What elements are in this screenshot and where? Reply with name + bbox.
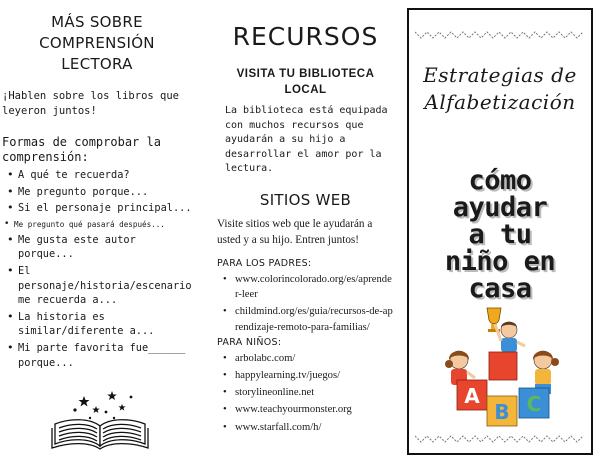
block-b-letter: B	[494, 400, 510, 424]
parents-link[interactable]: • childmind.org/es/guia/recursos-de-aprendizaje-remoto-para-familias/	[217, 304, 394, 334]
parents-label: PARA LOS PADRES:	[217, 257, 312, 269]
cover-subtitle-line: cómo	[468, 165, 532, 196]
panel2-title: RECURSOS	[232, 22, 379, 51]
boy-figure	[495, 322, 525, 352]
panel1-title-line: MÁS SOBRE	[51, 13, 143, 31]
cover-title-line: Estrategias de	[423, 63, 577, 87]
biblioteca-heading	[217, 66, 394, 98]
list-item: • El personaje/historia/escenario me recuerda a...	[2, 264, 192, 308]
stars-icon	[73, 391, 132, 419]
list-item: • A qué te recuerda?	[2, 168, 192, 183]
open-book-icon	[50, 388, 150, 450]
cover-subtitle-line: niño en	[444, 246, 556, 277]
zigzag-border-icon	[415, 432, 585, 446]
panel-recursos	[205, 0, 400, 463]
trophy-icon	[487, 308, 501, 332]
biblioteca-heading-line: VISITA TU BIBLIOTECA	[236, 68, 375, 80]
cover-title-line: Alfabetización	[424, 90, 576, 114]
block-b	[487, 396, 517, 426]
cover-subtitle	[409, 167, 591, 302]
parents-links	[217, 272, 394, 335]
block-a	[457, 380, 487, 410]
kids-abc-blocks-illustration	[437, 300, 567, 430]
block-c	[519, 388, 549, 418]
sitios-text: Visite sitios web que le ayudarán a usted y a su hijo. Entren juntos!	[217, 217, 373, 246]
girl-right-figure	[533, 351, 559, 394]
kids-link[interactable]: • happylearning.tv/juegos/	[217, 368, 394, 383]
kids-label: PARA NIÑOS:	[217, 336, 282, 348]
panel1-title-line: LECTORA	[61, 55, 133, 73]
cover-subtitle-line: casa	[468, 273, 532, 304]
panel-cover	[407, 8, 593, 455]
panel1-title	[2, 12, 192, 75]
list-item: • Mi parte favorita fue______ porque...	[2, 341, 192, 370]
list-item: • Me pregunto qué pasará después...	[2, 218, 192, 231]
kids-links	[217, 351, 394, 435]
kids-link[interactable]: • www.starfall.com/h/	[217, 420, 394, 435]
list-item: • Me gusta este autor porque...	[2, 233, 192, 262]
list-item: • Me pregunto porque...	[2, 185, 192, 200]
kids-link[interactable]: • www.teachyourmonster.org	[217, 402, 394, 417]
biblioteca-text: La biblioteca está equipada con muchos recursos que ayudarán a su hijo a desarrollar el amor por la lectura.	[225, 105, 388, 175]
kids-link[interactable]: • storylineonline.net	[217, 385, 394, 400]
sitios-heading: SITIOS WEB	[259, 190, 352, 209]
cover-subtitle-line: ayudar	[452, 192, 548, 223]
parents-link[interactable]: • www.colorincolorado.org/es/aprender-leer	[217, 272, 394, 302]
block-red	[489, 352, 517, 380]
block-c-letter: C	[526, 392, 542, 416]
cover-subtitle-line: a tu	[468, 219, 532, 250]
panel-comprension	[0, 0, 200, 463]
block-a-letter: A	[464, 384, 480, 408]
biblioteca-heading-line: LOCAL	[284, 84, 327, 96]
panel1-title-line: COMPRENSIÓN	[39, 34, 155, 52]
cover-title	[409, 62, 591, 116]
zigzag-border-icon	[415, 28, 585, 42]
list-item: • Si el personaje principal...	[2, 201, 192, 216]
comprension-list	[2, 168, 192, 370]
panel1-intro: ¡Hablen sobre los libros que leyeron juntos!	[2, 90, 180, 117]
list-item: • La historia es similar/diferente a...	[2, 310, 192, 339]
kids-link[interactable]: • arbolabc.com/	[217, 351, 394, 366]
panel1-lead: Formas de comprobar la comprensión:	[2, 135, 161, 164]
